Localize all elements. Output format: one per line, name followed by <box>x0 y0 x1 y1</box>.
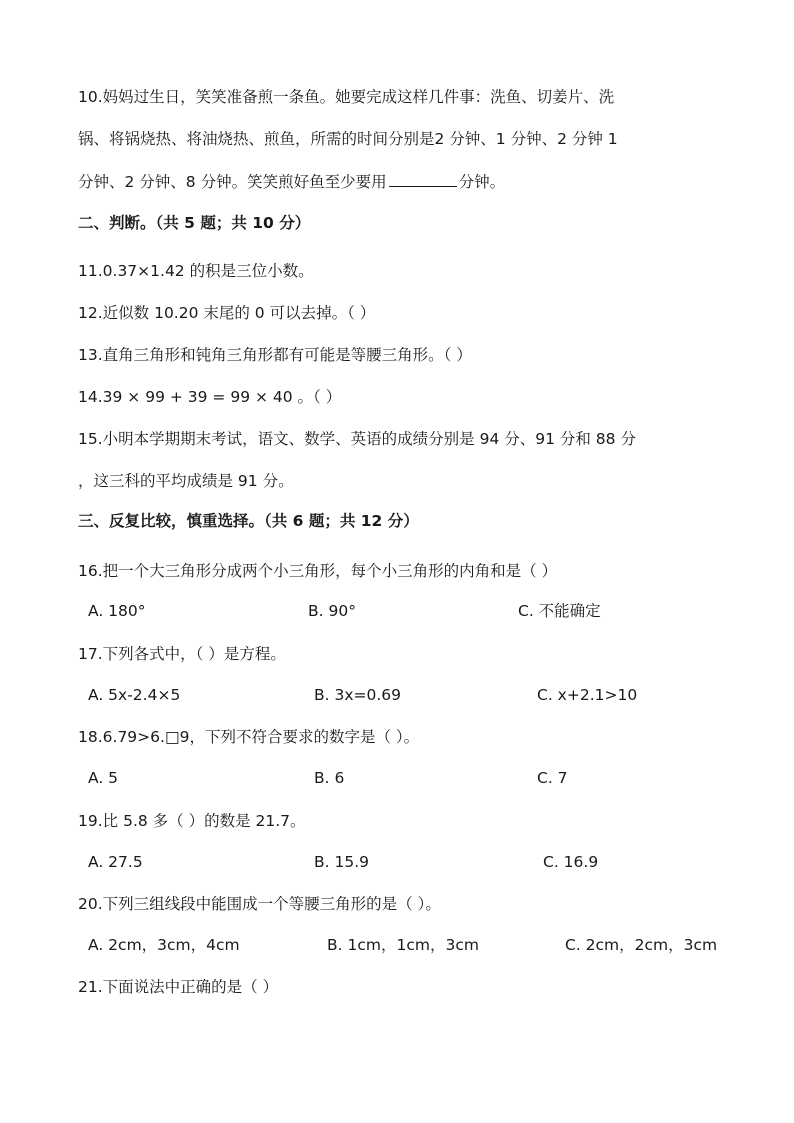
q16-stem: 16.把一个大三角形分成两个小三角形，每个小三角形的内角和是（ ） <box>78 562 558 580</box>
q20-stem: 20.下列三组线段中能围成一个等腰三角形的是（ ）。 <box>78 895 441 913</box>
q14: 14.39 × 99 + 39 = 99 × 40 。（ ） <box>78 388 342 406</box>
q10-line2: 锅、将锅烧热、将油烧热、煎鱼，所需的时间分别是2 分钟、1 分钟、2 分钟 1 <box>78 130 618 148</box>
q16-option-c[interactable]: C. 不能确定 <box>518 602 601 620</box>
q19-option-b[interactable]: B. 15.9 <box>314 853 369 871</box>
section3-title: 三、反复比较，慎重选择。（共 6 题；共 12 分） <box>78 512 419 530</box>
q17-option-a[interactable]: A. 5x-2.4×5 <box>88 686 181 704</box>
q10-line3-after: 分钟。 <box>458 173 506 191</box>
q10-line3-before: 分钟、2 分钟、8 分钟。笑笑煎好鱼至少要用 <box>78 173 387 191</box>
q18-option-a[interactable]: A. 5 <box>88 769 119 787</box>
q12: 12.近似数 10.20 末尾的 0 可以去掉。（ ） <box>78 304 376 322</box>
q19-option-c[interactable]: C. 16.9 <box>543 853 599 871</box>
q10-answer-blank[interactable] <box>389 170 457 187</box>
q15-line2: ，这三科的平均成绩是 91 分。 <box>78 472 294 490</box>
q17-option-c[interactable]: C. x+2.1>10 <box>537 686 638 704</box>
q10-line1: 10.妈妈过生日，笑笑准备煎一条鱼。她要完成这样几件事：洗鱼、切姜片、洗 <box>78 88 615 106</box>
q13: 13.直角三角形和钝角三角形都有可能是等腰三角形。（ ） <box>78 346 472 364</box>
q20-option-c[interactable]: C. 2cm，2cm，3cm <box>565 936 718 954</box>
q16-option-b[interactable]: B. 90° <box>308 602 356 620</box>
q21-stem: 21.下面说法中正确的是（ ） <box>78 978 279 996</box>
q18-stem: 18.6.79>6.□9，下列不符合要求的数字是（ ）。 <box>78 728 420 746</box>
q18-option-b[interactable]: B. 6 <box>314 769 345 787</box>
q15-line1: 15.小明本学期期末考试，语文、数学、英语的成绩分别是 94 分、91 分和 88 分 <box>78 430 636 448</box>
q16-option-a[interactable]: A. 180° <box>88 602 146 620</box>
q11: 11.0.37×1.42 的积是三位小数。 <box>78 262 314 280</box>
q18-option-c[interactable]: C. 7 <box>537 769 568 787</box>
q17-option-b[interactable]: B. 3x=0.69 <box>314 686 402 704</box>
section2-title: 二、判断。（共 5 题；共 10 分） <box>78 214 311 232</box>
q20-option-b[interactable]: B. 1cm，1cm，3cm <box>327 936 479 954</box>
q17-stem: 17.下列各式中，（ ）是方程。 <box>78 645 286 663</box>
q10-line3 <box>78 170 505 193</box>
q20-option-a[interactable]: A. 2cm，3cm，4cm <box>88 936 240 954</box>
q19-stem: 19.比 5.8 多（ ）的数是 21.7。 <box>78 812 306 830</box>
q19-option-a[interactable]: A. 27.5 <box>88 853 143 871</box>
